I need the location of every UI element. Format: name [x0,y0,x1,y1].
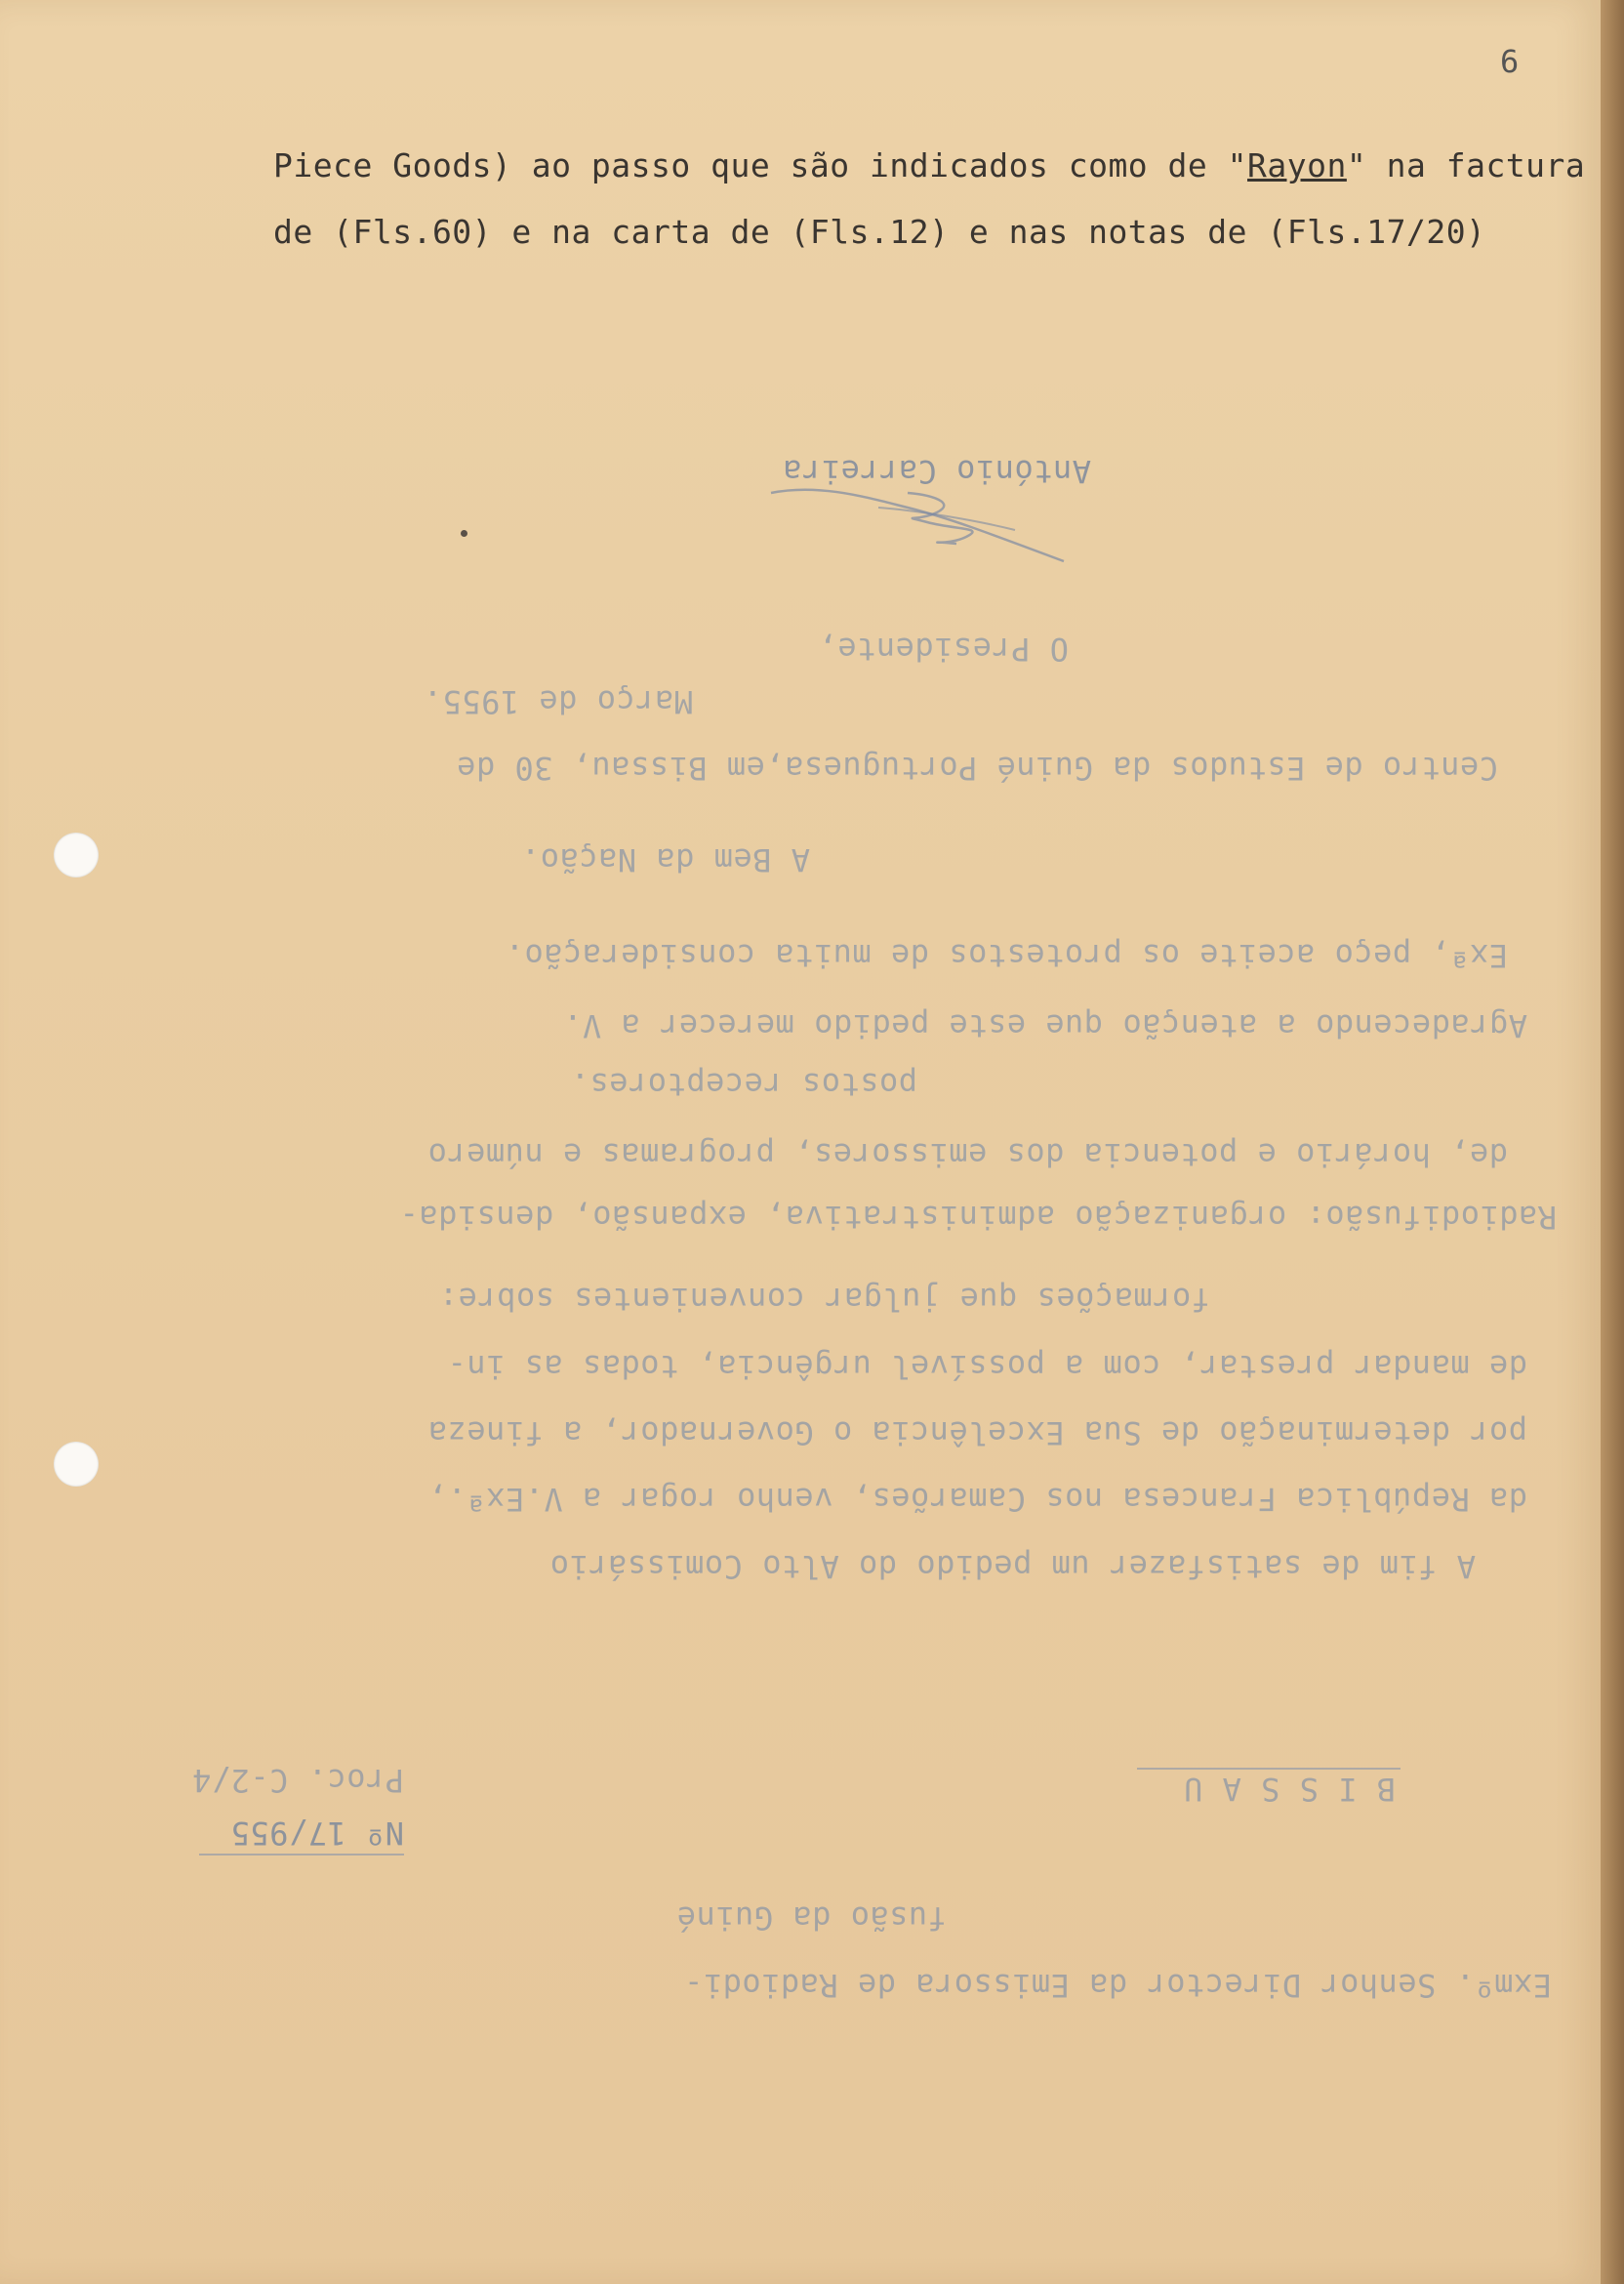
front-text-line-2: de (Fls.60) e na carta de (Fls.12) e nas notas de (Fls.17/20) [273,213,1486,251]
bleed-title: O Presidente, [818,631,1069,668]
bleed-location-rule [1137,1768,1401,1770]
bleed-body-line-4: de mandar prestar, com a possível urgência, todas as in- [447,1348,1527,1385]
page-number: 6 [1500,43,1520,80]
bleed-body-line-7: de, horário e potencia dos emissores, programas e número [427,1136,1508,1173]
bleed-signature: António Carreira [782,453,1091,490]
bleed-body-line-9: Agradecendo a atenção que este pedido merecer a V. [562,1007,1527,1044]
bleed-body-line-10: Exª, peço aceite os protestos de muita consideração. [505,937,1508,974]
bleed-number: Nº 17/955 [230,1815,404,1852]
bleed-location: B I S S A U [1183,1771,1396,1808]
front-text-underlined-word: Rayon [1247,146,1347,184]
bleed-proc: Proc. C-2/4 [191,1762,404,1799]
bleed-body-line-8: postos receptores. [570,1066,917,1103]
bleed-date-line-1: Centro de Estudos da Guiné Portuguesa,em Bissau, 30 de [456,750,1498,787]
bleed-recipient-line-2: fusão da Guiné [676,1899,947,1937]
signature-scribble [761,454,1074,571]
bleed-date-line-2: Março de 1955. [423,683,693,720]
front-text-line-1-end: " na factura [1346,146,1586,184]
page-edge [1601,0,1624,2284]
front-text-line-1-start: Piece Goods) ao passo que são indicados como de " [273,146,1248,184]
bleed-closing: A Bem da Nação. [520,841,810,878]
bleed-body-line-2: da República Francesa nos Camarões, venho rogar a V.Exª., [427,1481,1527,1518]
bleed-body-line-1: A fim de satisfazer um pedido do Alto Comissário [549,1548,1476,1585]
bleed-recipient-line-1: Exmº. Senhor Director da Emissora de Radiodi- [683,1967,1552,2004]
bleed-number-rule [199,1854,404,1856]
bleed-body-line-5: formações que julgar convenientes sobre: [438,1281,1210,1318]
bleed-body-line-3: por determinação de Sua Excelência o Governador, a fineza [427,1414,1527,1451]
bleed-body-line-6: Radiodifusão: organização administrativa, expansão, densida- [399,1199,1557,1236]
